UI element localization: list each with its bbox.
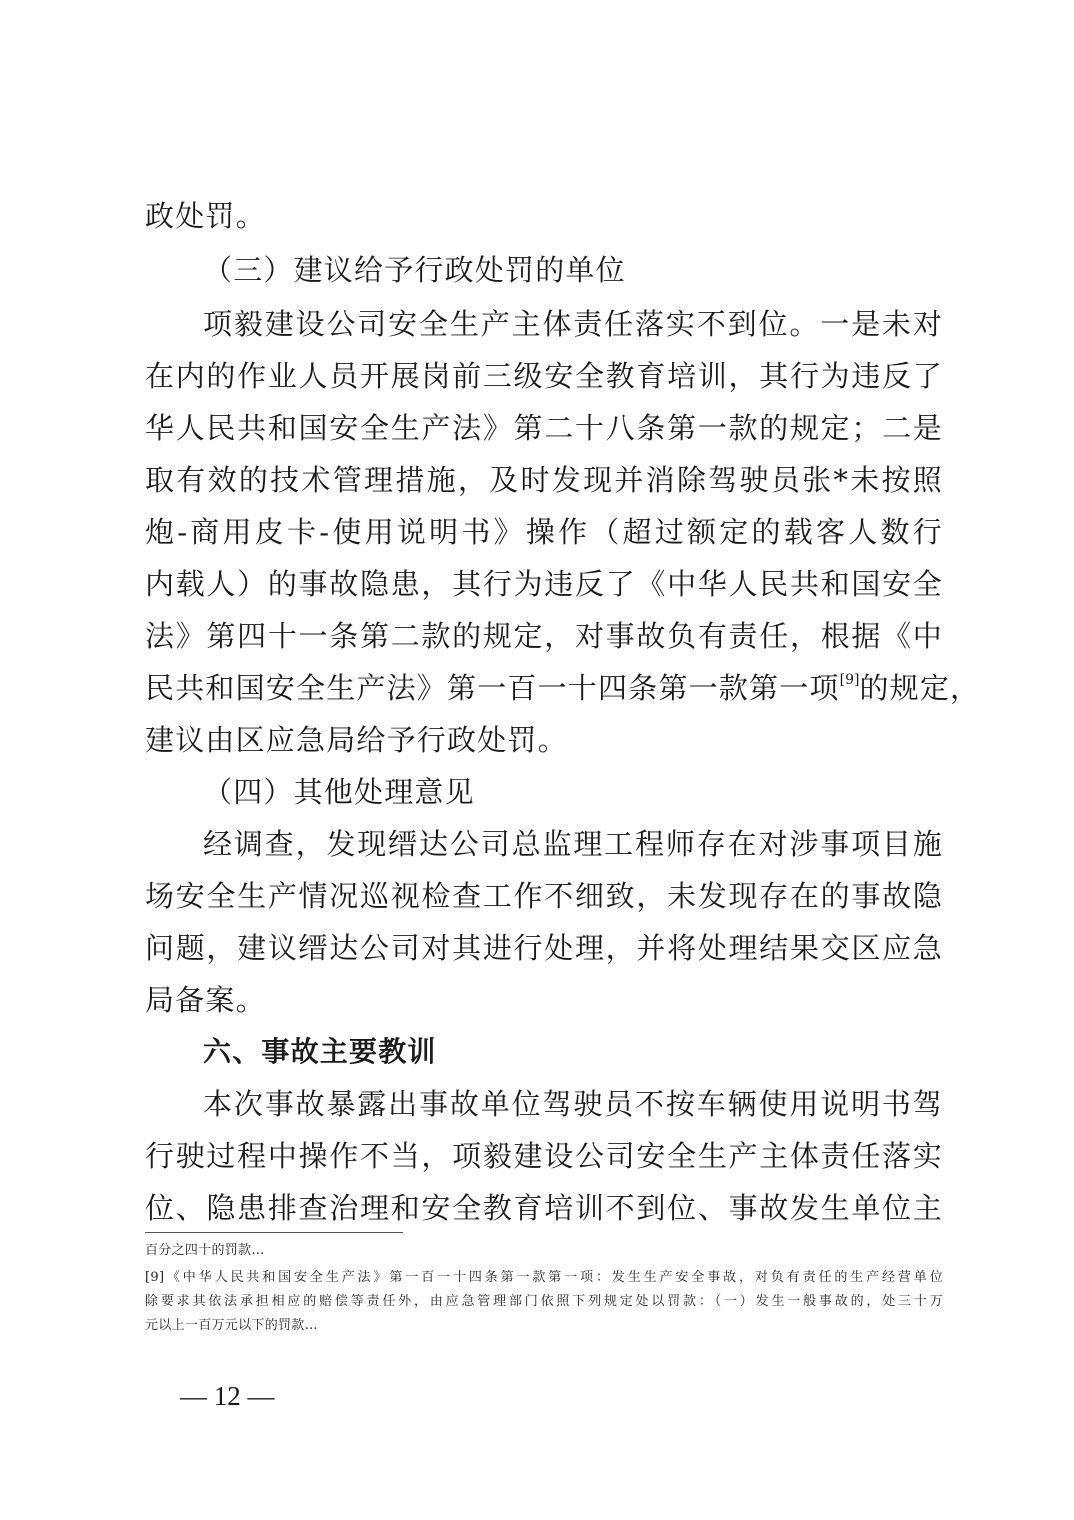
footnote-continuation: 百分之四十的罚款… [145,1243,265,1258]
paragraph-text: 民共和国安全生产法》第一百一十四条第一款第一项 [145,671,840,705]
paragraph-line: 本次事故暴露出事故单位驾驶员不按车辆使用说明书驾 [203,1087,943,1121]
footnote-9-line: 元以上一百万元以下的罚款… [145,1318,318,1333]
footnote-9-line: 除要求其依法承担相应的赔偿等责任外，由应急管理部门依照下列规定处以罚款：（一）发生一般事故的，处三十万 [145,1294,943,1309]
paragraph-line: 取有效的技术管理措施，及时发现并消除驾驶员张*未按照 [145,463,943,497]
page-number: — 12 — [180,1381,275,1411]
paragraph-line: 行驶过程中操作不当，项毅建设公司安全生产主体责任落实 [145,1139,943,1173]
paragraph-line: 项毅建设公司安全生产主体责任落实不到位。一是未对 [203,307,943,341]
body-line-continuation: 政处罚。 [145,199,266,233]
footnote-ref-9[interactable]: [9] [839,672,860,688]
paragraph-line: 炮-商用皮卡-使用说明书》操作（超过额定的载客人数行 [145,515,943,549]
paragraph-line: 位、隐患排查治理和安全教育培训不到位、事故发生单位主 [145,1191,943,1225]
paragraph-line: 在内的作业人员开展岗前三级安全教育培训，其行为违反了 [145,359,943,393]
section-heading-4: （四）其他处理意见 [203,775,475,809]
section-heading-3: （三）建议给予行政处罚的单位 [203,253,626,287]
paragraph-line: 问题，建议缙达公司对其进行处理，并将处理结果交区应急 [145,931,943,965]
paragraph-line: 建议由区应急局给予行政处罚。 [145,723,568,757]
paragraph-line: 内载人）的事故隐患，其行为违反了《中华人民共和国安全 [145,567,943,601]
paragraph-line: 经调查，发现缙达公司总监理工程师存在对涉事项目施 [203,827,943,861]
paragraph-line: 华人民共和国安全生产法》第二十八条第一款的规定；二是 [145,411,943,445]
footnote-separator [145,1232,403,1233]
paragraph-text: 的规定， [859,671,981,705]
paragraph-line: 法》第四十一条第二款的规定，对事故负有责任，根据《中 [145,619,943,653]
paragraph-line: 场安全生产情况巡视检查工作不细致，未发现存在的事故隐 [145,879,943,913]
footnote-9: [9]《中华人民共和国安全生产法》第一百一十四条第一款第一项：发生生产安全事故，对负有责任的生产经营单位 [145,1270,943,1285]
paragraph-line: 局备案。 [145,983,266,1017]
paragraph-line-with-footnote-ref [145,668,981,708]
chapter-heading-6: 六、事故主要教训 [203,1035,437,1068]
